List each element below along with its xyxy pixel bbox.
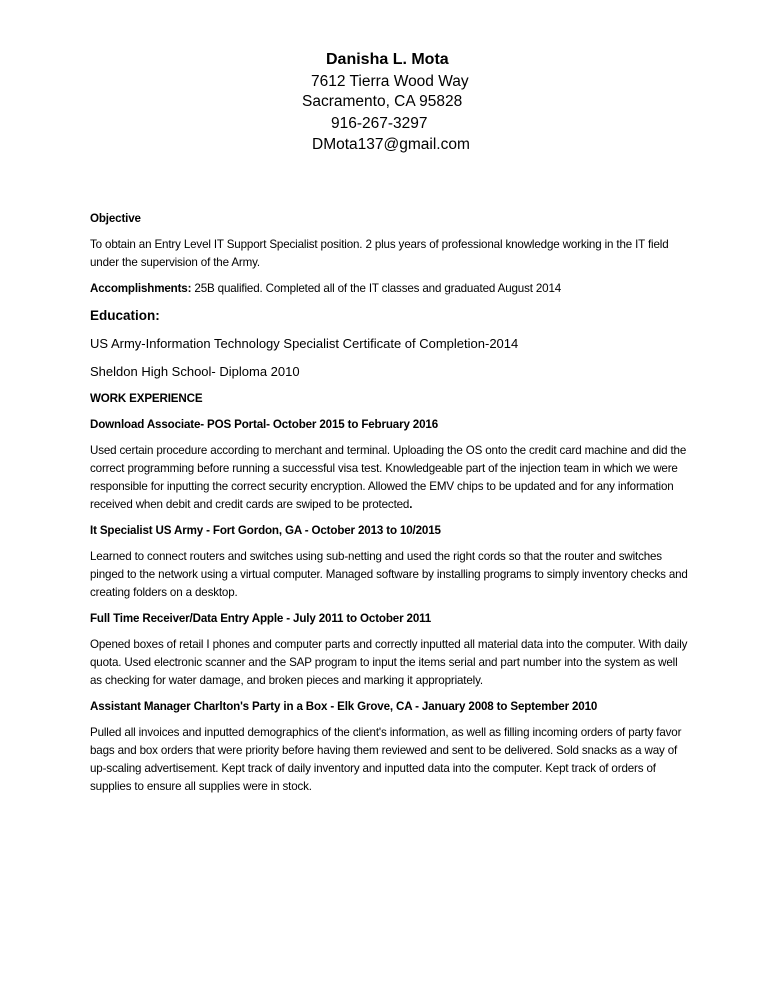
street-address: 7612 Tierra Wood Way	[311, 73, 469, 90]
education-item: Sheldon High School- Diploma 2010	[90, 364, 300, 379]
email-address: DMota137@gmail.com	[312, 136, 470, 153]
job-description: Opened boxes of retail I phones and computer parts and correctly inputted all material data into the computer. With daily quota. Used electronic scanner and the SAP program to input the items serial and part number into the system as well as checking for water damage, and broken pieces and marking it appropriately.	[90, 638, 688, 687]
accomplishments-text: 25B qualified. Completed all of the IT classes and graduated August 2014	[191, 282, 562, 295]
city-state-zip: Sacramento, CA 95828	[302, 93, 463, 110]
accomplishments-label: Accomplishments:	[90, 282, 192, 295]
resume-body	[90, 210, 690, 804]
job-description: Learned to connect routers and switches using sub-netting and used the right cords so that the router and switches pinged to the network using a virtual computer. Managed software by installing programs to simply inventory checks and creating folders on a desktop.	[90, 550, 688, 599]
job-title: Assistant Manager Charlton's Party in a Box - Elk Grove, CA - January 2008 to September 2010	[90, 700, 598, 713]
accomplishments-line	[90, 280, 690, 298]
job-description-text: Used certain procedure according to merchant and terminal. Uploading the OS onto the credit card machine and did the correct programming before running a successful visa test. Knowledgeable part of the injection team in which we were responsible for inputting the correct security encryption. Allowed the EMV chips to be updated and for any information received when debit and credit cards are swiped to be protected	[90, 444, 687, 511]
job-description	[90, 442, 690, 514]
applicant-name: Danisha L. Mota	[326, 51, 449, 68]
phone-number: 916-267-3297	[331, 115, 428, 132]
work-experience-heading: WORK EXPERIENCE	[90, 392, 203, 405]
education-item: US Army-Information Technology Specialist Certificate of Completion-2014	[90, 336, 519, 351]
objective-heading: Objective	[90, 212, 141, 225]
job-description: Pulled all invoices and inputted demographics of the client's information, as well as filling incoming orders of party favor bags and box orders that were priority before having them reviewed and sent to be delivered. Sold snacks as a way of up-scaling advertisement. Kept track of daily inventory and inputted data into the computer. Kept track of orders of supplies to ensure all supplies were in stock.	[90, 726, 682, 793]
job-title: Download Associate- POS Portal- October 2015 to February 2016	[90, 418, 439, 431]
job-description-trailing: .	[409, 498, 413, 511]
objective-text: To obtain an Entry Level IT Support Specialist position. 2 plus years of professional knowledge working in the IT field under the supervision of the Army.	[90, 238, 669, 269]
job-title: It Specialist US Army - Fort Gordon, GA - October 2013 to 10/2015	[90, 524, 441, 537]
education-heading: Education:	[90, 308, 160, 323]
job-title: Full Time Receiver/Data Entry Apple - July 2011 to October 2011	[90, 612, 432, 625]
